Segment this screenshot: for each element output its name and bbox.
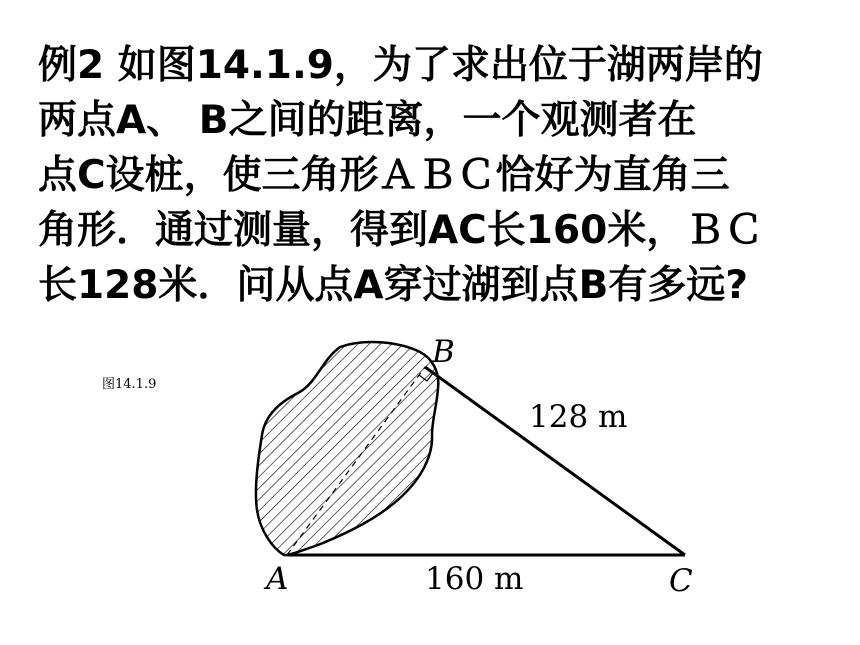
- side-label-ac: 160 m: [425, 561, 524, 597]
- segment-bc: [425, 367, 685, 555]
- problem-line: 例2 如图14.1.9，为了求出位于湖两岸的: [38, 43, 763, 88]
- side-label-bc: 128 m: [529, 399, 628, 435]
- point-label-c: C: [669, 563, 693, 599]
- figure-caption: 图14.1.9: [102, 377, 157, 392]
- problem-line: 点C设桩，使三角形ＡＢＣ恰好为直角三: [38, 153, 730, 198]
- point-label-a: A: [266, 561, 289, 597]
- lake-shape: [256, 342, 438, 555]
- point-label-b: B: [432, 334, 455, 370]
- problem-line: 角形．通过测量，得到AC长160米，ＢＣ: [38, 208, 764, 253]
- problem-line: 长128米．问从点A穿过湖到点B有多远?: [38, 263, 748, 308]
- problem-line: 两点A、 B之间的距离，一个观测者在: [38, 98, 697, 143]
